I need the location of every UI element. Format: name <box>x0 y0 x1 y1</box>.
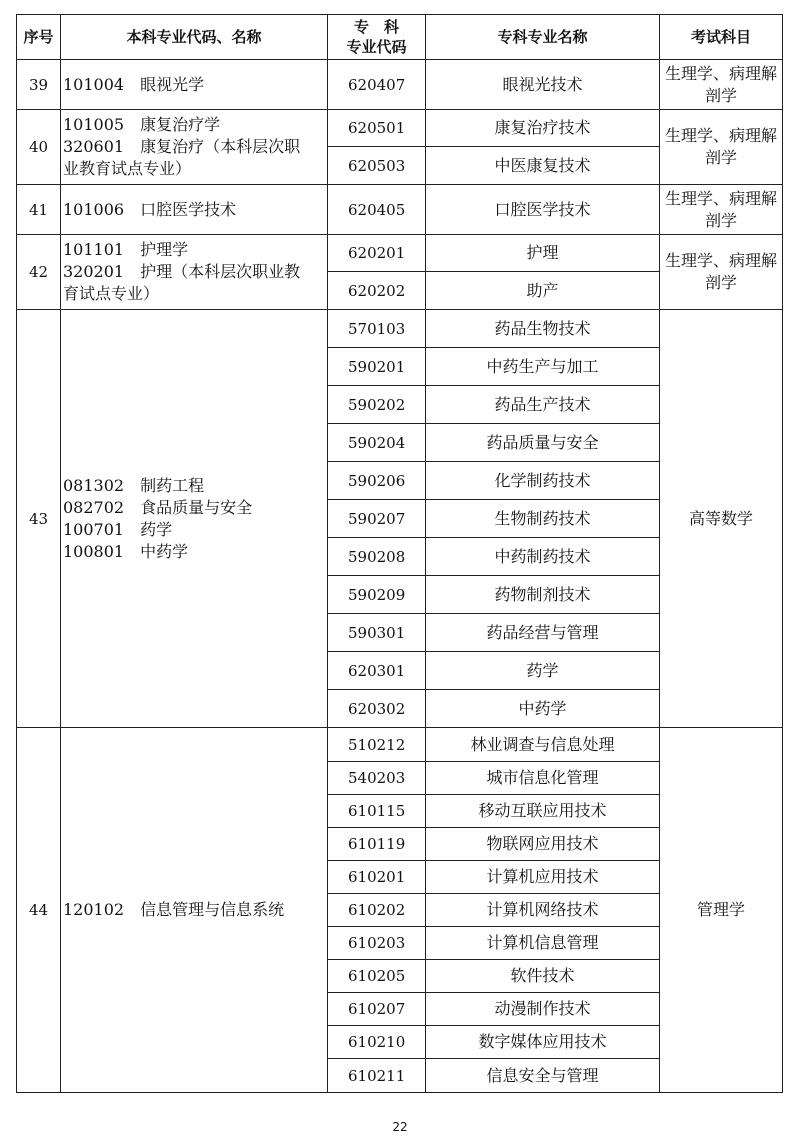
vocational-major-name: 药品生产技术 <box>426 386 660 424</box>
vocational-major-code: 620503 <box>328 147 426 185</box>
vocational-major-code: 590202 <box>328 386 426 424</box>
bachelor-major-line: 101004 眼视光学 <box>63 74 205 94</box>
vocational-major-name: 化学制药技术 <box>426 462 660 500</box>
vocational-major-code: 610203 <box>328 927 426 960</box>
group-seq: 44 <box>17 728 61 1093</box>
table-row <box>17 110 783 147</box>
vocational-major-code: 610205 <box>328 960 426 993</box>
table-row <box>17 310 783 348</box>
vocational-major-name: 计算机信息管理 <box>426 927 660 960</box>
vocational-major-code: 610115 <box>328 795 426 828</box>
vocational-major-name: 中药生产与加工 <box>426 348 660 386</box>
table-row <box>17 185 783 235</box>
header-seq: 序号 <box>17 15 61 60</box>
vocational-major-name: 林业调查与信息处理 <box>426 728 660 762</box>
exam-subject: 生理学、病理解剖学 <box>660 185 783 235</box>
vocational-major-name: 动漫制作技术 <box>426 993 660 1026</box>
vocational-major-name: 信息安全与管理 <box>426 1059 660 1093</box>
vocational-major-name: 城市信息化管理 <box>426 762 660 795</box>
major-mapping-table <box>16 14 783 1093</box>
exam-subject: 高等数学 <box>660 310 783 728</box>
vocational-major-name: 计算机应用技术 <box>426 861 660 894</box>
bachelor-major-line: 101005 康复治疗学 <box>63 115 221 134</box>
vocational-major-code: 610210 <box>328 1026 426 1059</box>
vocational-major-name: 康复治疗技术 <box>426 110 660 147</box>
vocational-major-name: 药物制剂技术 <box>426 576 660 614</box>
exam-subject: 生理学、病理解剖学 <box>660 235 783 310</box>
vocational-major-name: 软件技术 <box>426 960 660 993</box>
vocational-major-name: 物联网应用技术 <box>426 828 660 861</box>
vocational-major-name: 助产 <box>426 272 660 310</box>
vocational-major-code: 570103 <box>328 310 426 348</box>
vocational-major-code: 590301 <box>328 614 426 652</box>
vocational-major-name: 眼视光技术 <box>426 60 660 110</box>
bachelor-major-line: 100801 中药学 <box>63 541 189 561</box>
vocational-major-code: 590204 <box>328 424 426 462</box>
vocational-major-code: 620202 <box>328 272 426 310</box>
vocational-major-code: 590206 <box>328 462 426 500</box>
group-seq: 41 <box>17 185 61 235</box>
vocational-major-code: 610202 <box>328 894 426 927</box>
exam-subject: 生理学、病理解剖学 <box>660 60 783 110</box>
table-row <box>17 235 783 272</box>
table-row <box>17 60 783 110</box>
vocational-major-code: 590209 <box>328 576 426 614</box>
vocational-major-code: 610207 <box>328 993 426 1026</box>
bachelor-major-line: 101101 护理学 <box>63 240 189 259</box>
vocational-major-name: 中药制药技术 <box>426 538 660 576</box>
bachelor-major-line: 101006 口腔医学技术 <box>63 199 237 219</box>
header-exam: 考试科目 <box>660 15 783 60</box>
bachelor-majors <box>61 185 328 235</box>
vocational-major-name: 数字媒体应用技术 <box>426 1026 660 1059</box>
table-row <box>17 728 783 762</box>
bachelor-major-line: 320201 护理（本科层次职业教 <box>63 262 301 281</box>
vocational-major-code: 610201 <box>328 861 426 894</box>
bachelor-major-line: 业教育试点专业） <box>63 159 192 178</box>
header-bachelor: 本科专业代码、名称 <box>61 15 328 60</box>
vocational-major-name: 生物制药技术 <box>426 500 660 538</box>
vocational-major-name: 中药学 <box>426 690 660 728</box>
vocational-major-code: 620407 <box>328 60 426 110</box>
vocational-major-code: 590201 <box>328 348 426 386</box>
bachelor-majors <box>61 235 328 310</box>
vocational-major-name: 药品质量与安全 <box>426 424 660 462</box>
vocational-major-name: 药学 <box>426 652 660 690</box>
vocational-major-code: 540203 <box>328 762 426 795</box>
vocational-major-name: 护理 <box>426 235 660 272</box>
bachelor-majors <box>61 110 328 185</box>
bachelor-major-line: 082702 食品质量与安全 <box>63 497 253 517</box>
bachelor-major-line: 育试点专业） <box>63 284 160 303</box>
vocational-major-name: 口腔医学技术 <box>426 185 660 235</box>
header-code-line2: 专业代码 <box>346 38 407 56</box>
header-row <box>17 15 783 60</box>
header-code <box>328 15 426 60</box>
bachelor-major-line: 081302 制药工程 <box>63 475 205 495</box>
header-name: 专科专业名称 <box>426 15 660 60</box>
header-code-line1: 专 科 <box>353 18 399 36</box>
vocational-major-code: 610119 <box>328 828 426 861</box>
vocational-major-code: 620405 <box>328 185 426 235</box>
table-body <box>17 60 783 1093</box>
vocational-major-code: 620302 <box>328 690 426 728</box>
bachelor-majors <box>61 310 328 728</box>
vocational-major-name: 药品经营与管理 <box>426 614 660 652</box>
vocational-major-code: 590207 <box>328 500 426 538</box>
bachelor-major-line: 120102 信息管理与信息系统 <box>63 900 285 919</box>
vocational-major-name: 移动互联应用技术 <box>426 795 660 828</box>
exam-subject: 管理学 <box>660 728 783 1093</box>
bachelor-major-line: 320601 康复治疗（本科层次职 <box>63 137 301 156</box>
group-seq: 42 <box>17 235 61 310</box>
exam-subject: 生理学、病理解剖学 <box>660 110 783 185</box>
vocational-major-code: 610211 <box>328 1059 426 1093</box>
group-seq: 43 <box>17 310 61 728</box>
vocational-major-name: 药品生物技术 <box>426 310 660 348</box>
vocational-major-name: 计算机网络技术 <box>426 894 660 927</box>
bachelor-majors <box>61 728 328 1093</box>
vocational-major-code: 620201 <box>328 235 426 272</box>
vocational-major-code: 590208 <box>328 538 426 576</box>
group-seq: 39 <box>17 60 61 110</box>
vocational-major-name: 中医康复技术 <box>426 147 660 185</box>
bachelor-major-line: 100701 药学 <box>63 519 173 539</box>
vocational-major-code: 620301 <box>328 652 426 690</box>
page-number: 22 <box>392 1120 408 1134</box>
bachelor-majors <box>61 60 328 110</box>
group-seq: 40 <box>17 110 61 185</box>
vocational-major-code: 510212 <box>328 728 426 762</box>
vocational-major-code: 620501 <box>328 110 426 147</box>
